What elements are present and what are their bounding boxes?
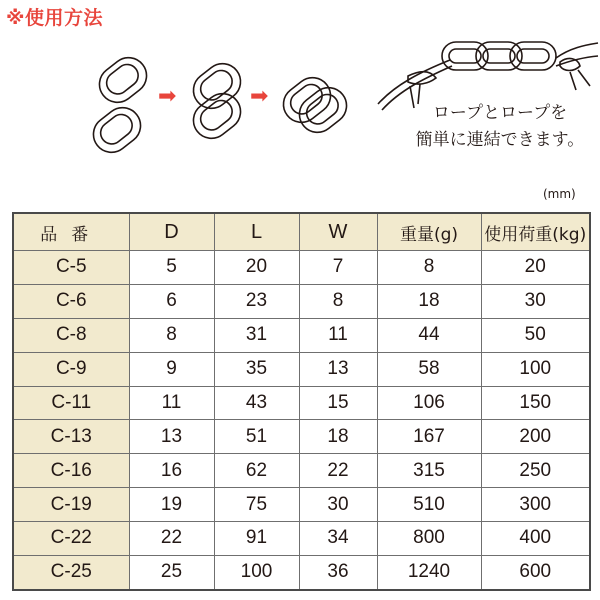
table-cell: 36 — [299, 555, 377, 590]
table-cell: C-19 — [13, 488, 129, 522]
table-row — [13, 352, 590, 386]
table-cell: 1240 — [377, 555, 481, 590]
spec-table — [12, 212, 591, 591]
table-cell: 22 — [129, 522, 214, 556]
table-cell: 23 — [214, 284, 299, 318]
table-cell: 58 — [377, 352, 481, 386]
table-cell: 43 — [214, 386, 299, 420]
table-cell: 100 — [214, 555, 299, 590]
table-cell: 106 — [377, 386, 481, 420]
caption-line: 簡単に連結できます。 — [415, 130, 585, 150]
table-cell: 44 — [377, 318, 481, 352]
column-header: 重量(g) — [377, 213, 481, 251]
unit-label: (mm) — [543, 187, 576, 201]
table-header-row — [13, 213, 590, 251]
table-cell: 34 — [299, 522, 377, 556]
table-cell: 22 — [299, 454, 377, 488]
table-cell: 62 — [214, 454, 299, 488]
table-cell: 20 — [214, 251, 299, 285]
table-row — [13, 454, 590, 488]
table-cell: 11 — [129, 386, 214, 420]
caption — [405, 100, 595, 154]
table-cell: C-6 — [13, 284, 129, 318]
table-cell: C-25 — [13, 555, 129, 590]
table-cell: C-13 — [13, 420, 129, 454]
table-row — [13, 555, 590, 590]
table-cell: 51 — [214, 420, 299, 454]
table-cell: 6 — [129, 284, 214, 318]
table-cell: 600 — [481, 555, 590, 590]
table-cell: 510 — [377, 488, 481, 522]
table-cell: 15 — [299, 386, 377, 420]
table-cell: 100 — [481, 352, 590, 386]
column-header: D — [129, 213, 214, 251]
table-cell: 30 — [481, 284, 590, 318]
arrow-right-icon: ➡ — [250, 84, 269, 109]
table-cell: 35 — [214, 352, 299, 386]
table-row — [13, 284, 590, 318]
table-cell: C-16 — [13, 454, 129, 488]
table-cell: 200 — [481, 420, 590, 454]
table-cell: 18 — [299, 420, 377, 454]
caption-line: ロープとロープを — [432, 103, 568, 123]
column-header: W — [299, 213, 377, 251]
table-row — [13, 488, 590, 522]
table-cell: 18 — [377, 284, 481, 318]
table-cell: 300 — [481, 488, 590, 522]
table-cell: 13 — [129, 420, 214, 454]
table-cell: C-11 — [13, 386, 129, 420]
table-cell: 800 — [377, 522, 481, 556]
table-cell: 250 — [481, 454, 590, 488]
table-cell: 25 — [129, 555, 214, 590]
table-row — [13, 386, 590, 420]
table-cell: 19 — [129, 488, 214, 522]
table-cell: C-22 — [13, 522, 129, 556]
table-cell: 400 — [481, 522, 590, 556]
table-cell: 20 — [481, 251, 590, 285]
table-cell: 31 — [214, 318, 299, 352]
chain-link-icon — [186, 56, 248, 115]
table-cell: C-8 — [13, 318, 129, 352]
table-cell: 315 — [377, 454, 481, 488]
table-cell: 13 — [299, 352, 377, 386]
table-cell: 91 — [214, 522, 299, 556]
table-cell: 167 — [377, 420, 481, 454]
column-header: 使用荷重(kg) — [481, 213, 590, 251]
table-cell: 50 — [481, 318, 590, 352]
table-cell: 11 — [299, 318, 377, 352]
table-row — [13, 251, 590, 285]
table-row — [13, 522, 590, 556]
table-cell: 75 — [214, 488, 299, 522]
table-cell: C-9 — [13, 352, 129, 386]
table-cell: 8 — [299, 284, 377, 318]
table-cell: 7 — [299, 251, 377, 285]
table-cell: C-5 — [13, 251, 129, 285]
chain-link-icon — [86, 100, 148, 159]
table-cell: 9 — [129, 352, 214, 386]
table-cell: 16 — [129, 454, 214, 488]
table-row — [13, 318, 590, 352]
column-header: L — [214, 213, 299, 251]
arrow-right-icon: ➡ — [158, 84, 177, 109]
table-cell: 150 — [481, 386, 590, 420]
usage-title: ※使用方法 — [6, 7, 103, 29]
table-cell: 30 — [299, 488, 377, 522]
table-cell: 5 — [129, 251, 214, 285]
chain-link-icon — [186, 86, 248, 145]
column-header: 品番 — [13, 213, 129, 251]
table-cell: 8 — [377, 251, 481, 285]
table-row — [13, 420, 590, 454]
table-cell: 8 — [129, 318, 214, 352]
chain-link-icon — [92, 50, 154, 109]
